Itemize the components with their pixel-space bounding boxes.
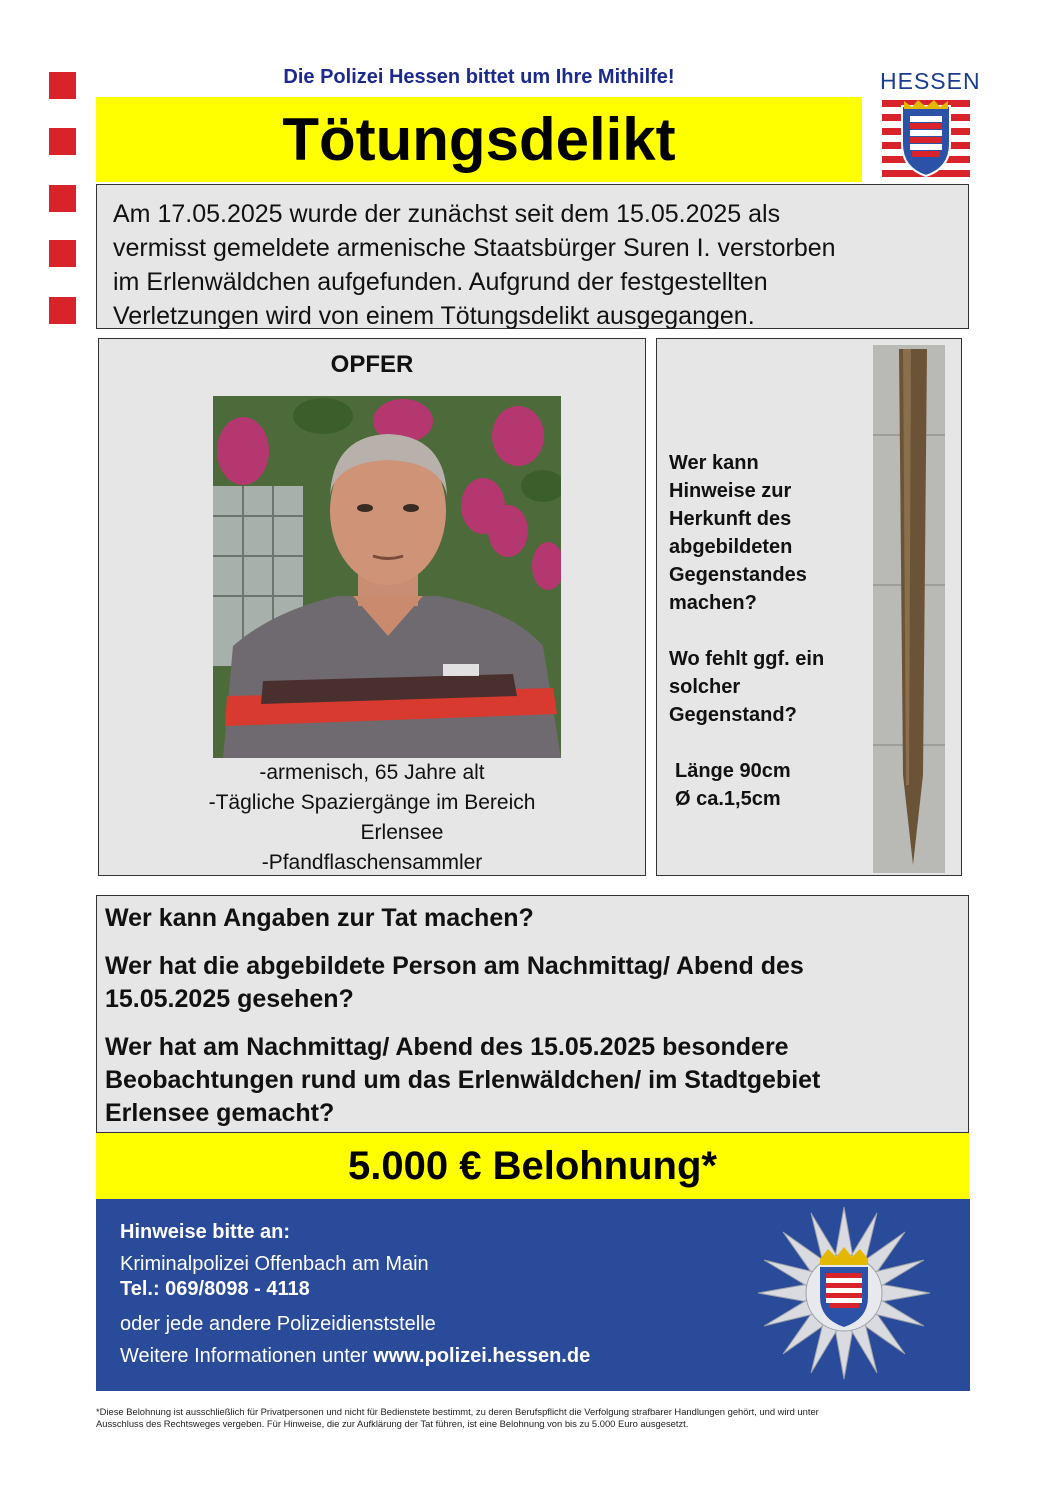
object-q2-line: Gegenstand? [669,704,797,726]
contact-organization: Kriminalpolizei Offenbach am Main [120,1253,429,1275]
intro-line: Verletzungen wird von einem Tötungsdelikt ausgegangen. [113,302,755,330]
footnote [96,1406,946,1430]
question-3: Erlensee gemacht? [105,1099,335,1127]
victim-note: Erlensee [360,821,444,844]
appeal-line: Die Polizei Hessen bittet um Ihre Mithilfe! [283,66,675,88]
contact-heading: Hinweise bitte an: [120,1221,291,1243]
object-questions [669,449,859,757]
contact-panel [96,1199,970,1391]
victim-note: -Tägliche Spaziergänge im Bereich [208,791,536,814]
object-q1-line: Gegenstandes [669,564,807,586]
decor-red-square [49,128,76,155]
object-dimensions [675,757,791,813]
victim-note: -armenisch, 65 Jahre alt [259,761,485,784]
website-link[interactable]: www.polizei.hessen.de [373,1345,591,1367]
contact-phone[interactable]: Tel.: 069/8098 - 4118 [120,1278,310,1300]
victim-photo [213,396,561,758]
decor-red-square [49,72,76,99]
question-1: Wer kann Angaben zur Tat machen? [105,904,534,932]
page-title: Tötungsdelikt [282,106,676,173]
object-panel [656,338,962,876]
object-q2-line: Wo fehlt ggf. ein [669,648,825,670]
decor-red-square [49,185,76,212]
object-q2-line: solcher [669,676,741,698]
intro-line: Am 17.05.2025 wurde der zunächst seit dem 15.05.2025 als [113,200,781,228]
reward-banner: 5.000 € Belohnung* [96,1133,969,1199]
object-length: Länge 90cm [675,760,791,782]
object-q1-line: Hinweise zur [669,480,792,502]
more-info-label: Weitere Informationen unter [120,1345,374,1367]
object-q1-line: machen? [669,592,757,614]
police-star-icon [756,1205,932,1381]
question-3: Beobachtungen rund um das Erlenwäldchen/ im Stadtgebiet [105,1066,821,1094]
wooden-stake-photo [873,345,945,873]
object-q1-line: Wer kann [669,452,759,474]
decor-red-square [49,297,76,324]
witness-questions [96,895,969,1133]
object-q1-line: Herkunft des [669,508,792,530]
intro-text [96,184,969,329]
hessen-coat-of-arms-icon [882,98,970,184]
intro-line: vermisst gemeldete armenische Staatsbürger Suren I. verstorben [113,234,836,262]
footnote-line: *Diese Belohnung ist ausschließlich für Privatpersonen und nicht für Bedienstete bestimmt, zu deren Berufspflicht die Verfolgung strafbarer Handlungen gehört, und wird unter [96,1406,819,1417]
title-band [96,97,862,182]
more-info-line [120,1345,590,1368]
contact-other-stations: oder jede andere Polizeidienststelle [120,1313,436,1335]
victim-notes [99,758,645,878]
object-q1-line: abgebildeten [669,536,793,558]
victim-heading: OPFER [330,351,414,378]
victim-note: -Pfandflaschensammler [261,851,483,874]
hessen-logo-text: HESSEN [880,68,981,94]
victim-panel [98,338,646,876]
question-2: Wer hat die abgebildete Person am Nachmittag/ Abend des [105,952,804,980]
intro-line: im Erlenwäldchen aufgefunden. Aufgrund der festgestellten [113,268,768,296]
decor-red-square [49,240,76,267]
footnote-line: Ausschluss des Rechtsweges vergeben. Für Hinweise, die zur Aufklärung der Tat führen, ist eine Belohnung von bis zu 5.000 Euro ausgesetzt. [96,1418,689,1429]
question-3: Wer hat am Nachmittag/ Abend des 15.05.2025 besondere [105,1033,789,1061]
object-diameter: Ø ca.1,5cm [675,788,781,810]
question-2: 15.05.2025 gesehen? [105,985,354,1013]
